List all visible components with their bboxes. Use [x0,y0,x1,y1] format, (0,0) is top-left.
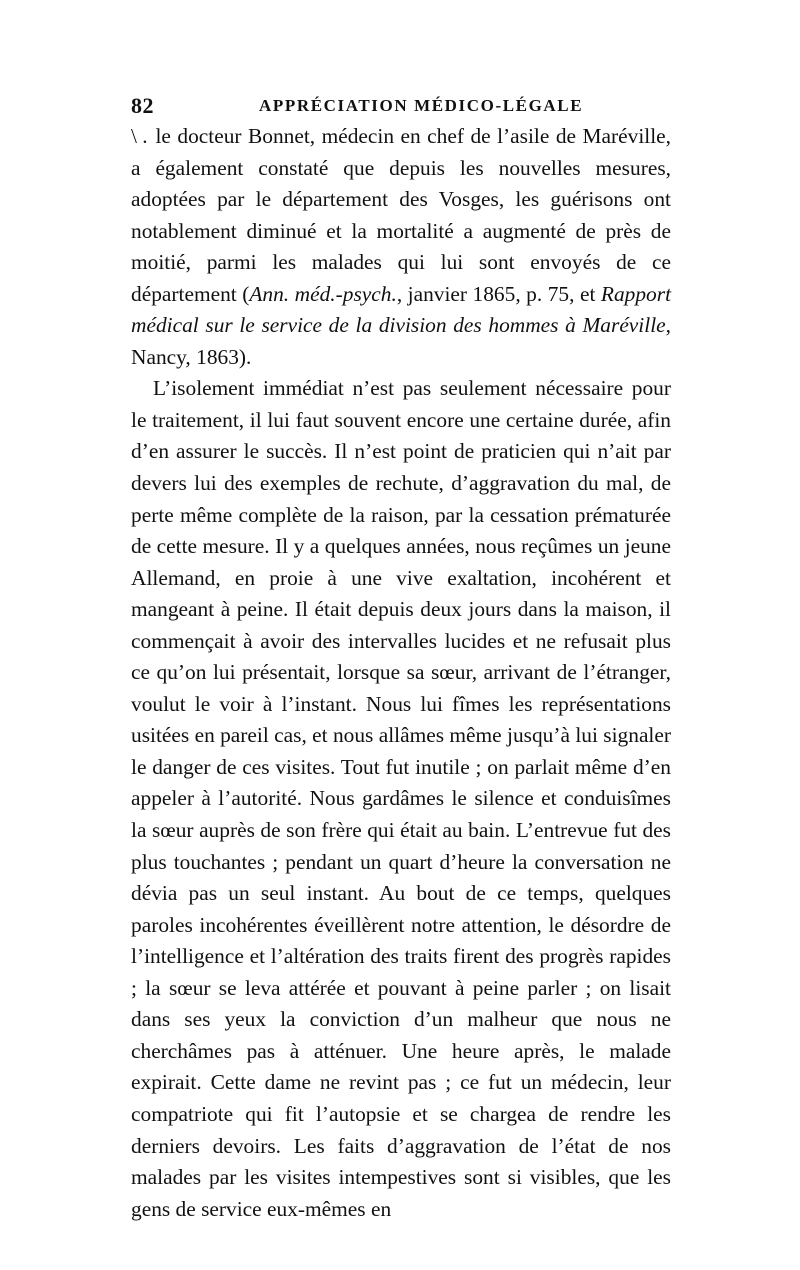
paragraph-2: L’isolement immédiat n’est pas seulement nécessaire pour le traitement, il lui faut souvent encore une certaine durée, afin d’en assurer le succès. Il n’est point de praticien qui n’ait par devers lui des exemples de rechute, d’aggravation du mal, de perte même complète de la raison, par la cessation prématurée de cette mesure. Il y a quelques années, nous reçûmes un jeune Allemand, en proie à une vive exaltation, incohérent et mangeant à peine. Il était depuis deux jours dans la maison, il commençait à avoir des intervalles lucides et ne refusait plus ce qu’on lui présentait, lorsque sa sœur, arrivant de l’étranger, voulut le voir à l’instant. Nous lui fîmes les représentations usitées en pareil cas, et nous allâmes même jusqu’à lui signaler le danger de ces visites. Tout fut inutile ; on parlait même d’en appeler à l’autorité. Nous gardâmes le silence et conduisîmes la sœur auprès de son frère qui était au bain. L’entrevue fut des plus touchantes ; pendant un quart d’heure la conversation ne dévia pas un seul instant. Au bout de ce temps, quelques paroles incohérentes éveillèrent notre attention, le désordre de l’intelligence et l’altération des traits firent des progrès rapides ; la sœur se leva attérée et pouvant à peine parler ; on lisait dans ses yeux la conviction d’un malheur que nous ne cherchâmes pas à atténuer. Une heure après, le malade expirait. Cette dame ne revint pas ; ce fut un médecin, leur compatriote qui fit l’autopsie et se chargea de rendre les derniers devoirs. Les faits d’aggravation de l’état de nos malades par les visites intempestives sont si visibles, que les gens de service eux-mêmes en [131,376,671,1221]
paragraph-1-text-3: , Nancy, 1863). [131,313,671,369]
paragraph-1-report-title: Rapport médical sur le service de la division des hommes à Maréville [131,281,672,338]
lead-mark: \ . [131,124,148,148]
body-text [131,121,671,1225]
paragraph-1 [131,121,671,373]
paragraph-1-text-1: le docteur Bonnet, médecin en chef de l’asile de Maréville, a également constaté que depuis les nouvelles mesures, adoptées par le département des Vosges, les guérisons ont notablement diminué et la mortalité a augmenté de près de moitié, parmi les malades qui lui sont envoyés de ce département ( [131,124,671,306]
paragraph-1-citation: Ann. méd.-psych. [249,281,397,306]
running-header [131,93,671,117]
paragraph-1-text-2: , janvier 1865, p. 75, et [396,281,601,306]
page-number: 82 [131,93,154,118]
running-title: APPRÉCIATION MÉDICO-LÉGALE [259,96,584,115]
